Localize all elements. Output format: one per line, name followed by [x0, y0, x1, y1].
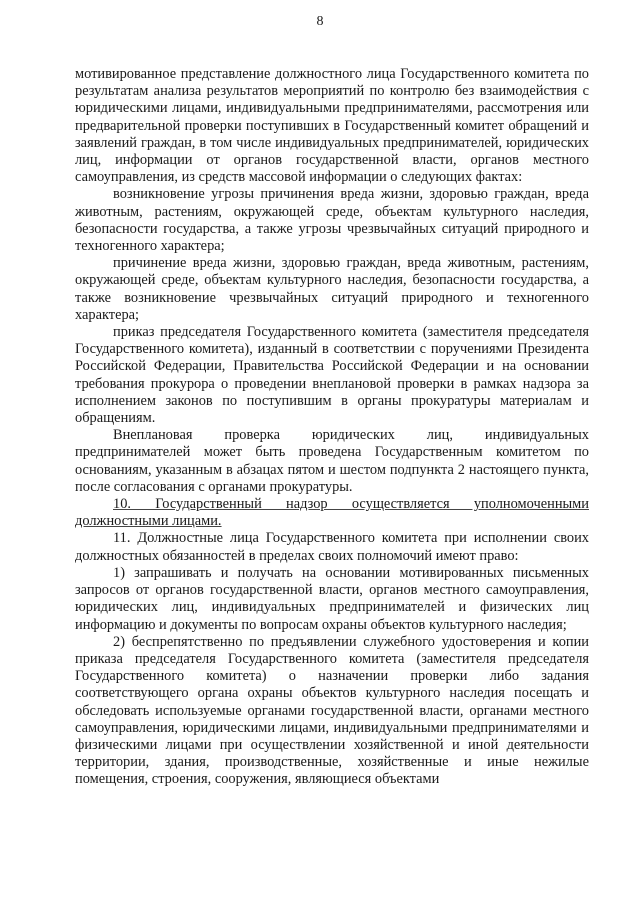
paragraph-right-1: 1) запрашивать и получать на основании мотивированных письменных запросов от органов государственной власти, органов местного самоуправления, юридических лиц, индивидуальных предпринимателей и физических лиц информацию и документы по вопросам охраны объектов культурного наследия; — [75, 564, 589, 633]
paragraph-item-11: 11. Должностные лица Государственного комитета при исполнении своих должностных обязанностей в пределах своих полномочий имеют право: — [75, 530, 589, 564]
paragraph-right-2: 2) беспрепятственно по предъявлении служебного удостоверения и копии приказа председателя Государственного комитета (заместителя председателя Государственного комитета) о назначении проверки либо задания соответствующего органа охраны объектов культурного наследия посещать и обследовать используемые органами государственной власти, органами местного самоуправления, юридическими лицами, индивидуальными предпринимателями и физическими лицами при осуществлении хозяйственной и иной деятельности территории, здания, производственные, хозяйственные и иные нежилые помещения, строения, сооружения, являющиеся объектами — [75, 633, 589, 788]
paragraph-order: приказ председателя Государственного комитета (заместителя председателя Государственного комитета), изданный в соответствии с поручениями Президента Российской Федерации, Правительства Российской Федерации и на основании требования прокурора о проведении внеплановой проверки в рамках надзора за исполнением законов по поступившим в органы прокуратуры материалам и обращениям. — [75, 324, 589, 427]
document-body — [75, 66, 589, 789]
page-number: 8 — [316, 14, 324, 29]
paragraph-unscheduled-inspection: Внеплановая проверка юридических лиц, индивидуальных предпринимателей может быть проведена Государственным комитетом по основаниям, указанным в абзацах пятом и шестом подпункта 2 настоящего пункта, после согласования с органами прокуратуры. — [75, 427, 589, 495]
paragraph-harm: причинение вреда жизни, здоровью граждан, вреда животным, растениям, окружающей среде, объектам культурного наследия, безопасности государства, а также возникновение чрезвычайных ситуаций природного и техногенного характера; — [75, 255, 589, 323]
paragraph-threat: возникновение угрозы причинения вреда жизни, здоровью граждан, вреда животным, растениям, окружающей среде, объектам культурного наследия, безопасности государства, а также угрозы чрезвычайных ситуаций природного и техногенного характера; — [75, 186, 589, 255]
paragraph-item-10: 10. Государственный надзор осуществляется уполномоченными должностными лицами. — [75, 496, 589, 530]
paragraph-continuation: мотивированное представление должностного лица Государственного комитета по результатам анализа результатов мероприятий по контролю без взаимодействия с юридическими лицами, индивидуальными предпринимателями, рассмотрения или предварительной проверки поступивших в Государственный комитет обращений и заявлений граждан, в том числе индивидуальных предпринимателей, юридических лиц, информации от органов государственной власти, органов местного самоуправления, из средств массовой информации о следующих фактах: — [75, 66, 589, 186]
